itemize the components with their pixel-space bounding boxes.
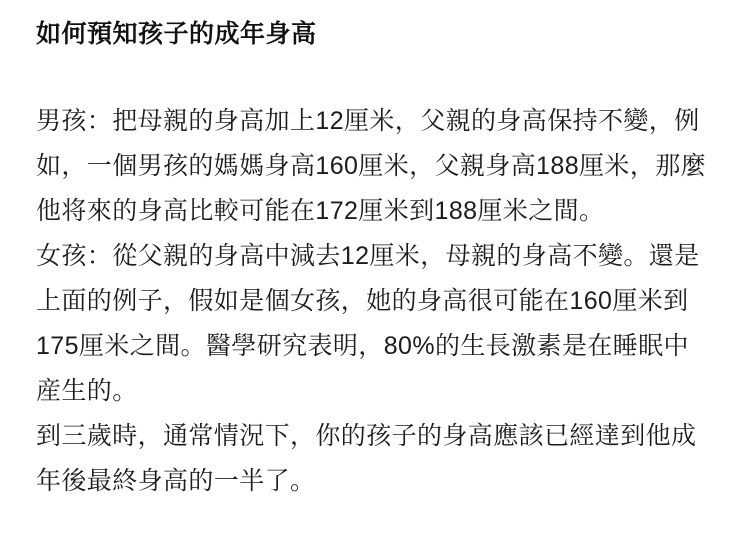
paragraph-girls: 女孩：從父親的身高中減去12厘米，母親的身高不變。還是上面的例子，假如是個女孩，她的身高很可能在160厘米到175厘米之間。醫學研究表明，80%的生長激素是在睡眠中産生的。 — [36, 241, 700, 405]
paragraph-boys: 男孩：把母親的身高加上12厘米，父親的身高保持不變，例如，一個男孩的媽媽身高160厘米，父親身高188厘米，那麼他将來的身高比較可能在172厘米到188厘米之間。 — [36, 106, 707, 225]
article-body — [36, 99, 714, 504]
paragraph-age-three: 到三歲時，通常情況下，你的孩子的身高應該已經達到他成年後最終身高的一半了。 — [36, 421, 697, 495]
page-title: 如何預知孩子的成年身高 — [36, 20, 317, 48]
